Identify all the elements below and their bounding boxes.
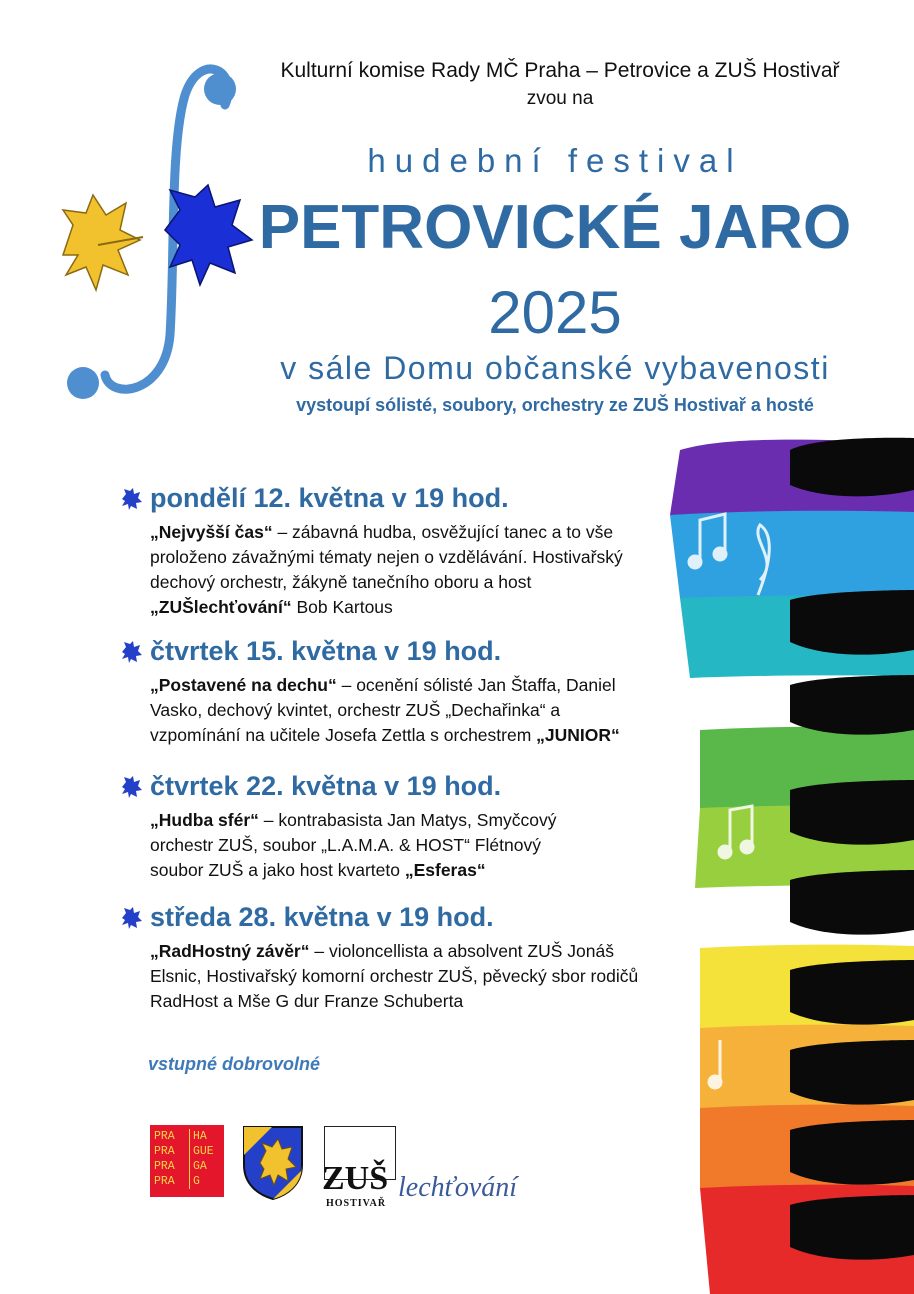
event-item	[120, 902, 660, 1014]
praha-logo-text: G	[193, 1175, 200, 1188]
event-text: – zábavná hudba, osvěžující tanec a to vše proloženo závažnými tématy nejen o vzdělávání. Hostivařský dechový orchestr, žákyně tanečního oboru a host	[150, 522, 623, 592]
event-description	[150, 673, 640, 748]
petrovice-coat-of-arms-icon	[242, 1125, 304, 1201]
zus-logo-script: lechťování	[398, 1172, 518, 1203]
festival-logo-clef	[50, 55, 255, 405]
event-text-end: Bob Kartous	[291, 597, 393, 617]
blue-leaf-bullet-icon	[120, 907, 142, 929]
organizers-line: Kulturní komise Rady MČ Praha – Petrovice a ZUŠ Hostivař	[280, 59, 840, 82]
praha-logo-text: PRA	[154, 1174, 190, 1189]
event-description	[150, 939, 640, 1014]
event-date: pondělí 12. května v 19 hod.	[150, 483, 509, 513]
praha-logo-text: PRA	[154, 1144, 190, 1159]
event-name: „RadHostný závěr“	[150, 941, 310, 961]
event-item	[120, 771, 660, 883]
festival-year: 2025	[488, 279, 622, 346]
event-date: středa 28. května v 19 hod.	[150, 902, 494, 932]
praha-logo-text: HA	[193, 1130, 207, 1143]
event-item	[120, 483, 660, 620]
event-text: – violoncellista a absolvent ZUŠ Jonáš Elsnic, Hostivařský komorní orchestr ZUŠ, pěvecký sbor rodičů RadHost a Mše G dur Franze Schuberta	[150, 941, 639, 1011]
event-date: čtvrtek 15. května v 19 hod.	[150, 636, 502, 666]
venue-line: v sále Domu občanské vybavenosti	[280, 350, 830, 386]
event-text: – kontrabasista Jan Matys, Smyčcový orchestr ZUŠ, soubor „L.A.M.A. & HOST“ Flétnový soubor ZUŠ a jako host kvarteto	[150, 810, 557, 880]
yellow-leaf-icon	[63, 195, 143, 290]
event-description	[150, 520, 660, 620]
event-item	[120, 636, 660, 748]
praha-logo	[150, 1125, 224, 1197]
blue-leaf-bullet-icon	[120, 488, 142, 510]
event-highlight: „Esferas“	[404, 860, 486, 880]
zus-logo-text: ZUŠ	[322, 1160, 389, 1197]
event-name: „Postavené na dechu“	[150, 675, 337, 695]
event-date: čtvrtek 22. května v 19 hod.	[150, 771, 502, 801]
f-clef-top-dot	[204, 73, 236, 105]
event-description	[150, 808, 570, 883]
performers-line: vystoupí sólisté, soubory, orchestry ze ZUŠ Hostivař a hosté	[296, 395, 814, 415]
praha-logo-text: GA	[193, 1160, 207, 1173]
f-clef-bottom-dot	[67, 367, 99, 399]
praha-logo-text: PRA	[154, 1159, 190, 1174]
zus-logo-subtext: HOSTIVAŘ	[326, 1198, 387, 1209]
admission-note: vstupné dobrovolné	[148, 1054, 321, 1074]
festival-subtitle: hudební festival	[367, 142, 743, 179]
blue-leaf-bullet-icon	[120, 641, 142, 663]
event-highlight: „ZUŠlechťování“	[150, 597, 292, 617]
blue-leaf-icon	[165, 185, 252, 285]
event-name: „Nejvyšší čas“	[150, 522, 273, 542]
event-text: – ocenění sólisté Jan Štaffa, Daniel Vasko, dechový kvintet, orchestr ZUŠ „Dechařinka“ a vzpomínání na učitele Josefa Zettla s orchestrem	[150, 675, 616, 745]
event-highlight: „JUNIOR“	[536, 725, 620, 745]
event-name: „Hudba sfér“	[150, 810, 259, 830]
praha-logo-text: GUE	[193, 1145, 214, 1158]
invite-text: zvou na	[526, 88, 594, 109]
blue-leaf-bullet-icon	[120, 776, 142, 798]
festival-title: PETROVICKÉ JARO	[258, 193, 852, 262]
praha-logo-text: PRA	[154, 1129, 190, 1144]
rainbow-piano-keys-image	[640, 430, 914, 1294]
